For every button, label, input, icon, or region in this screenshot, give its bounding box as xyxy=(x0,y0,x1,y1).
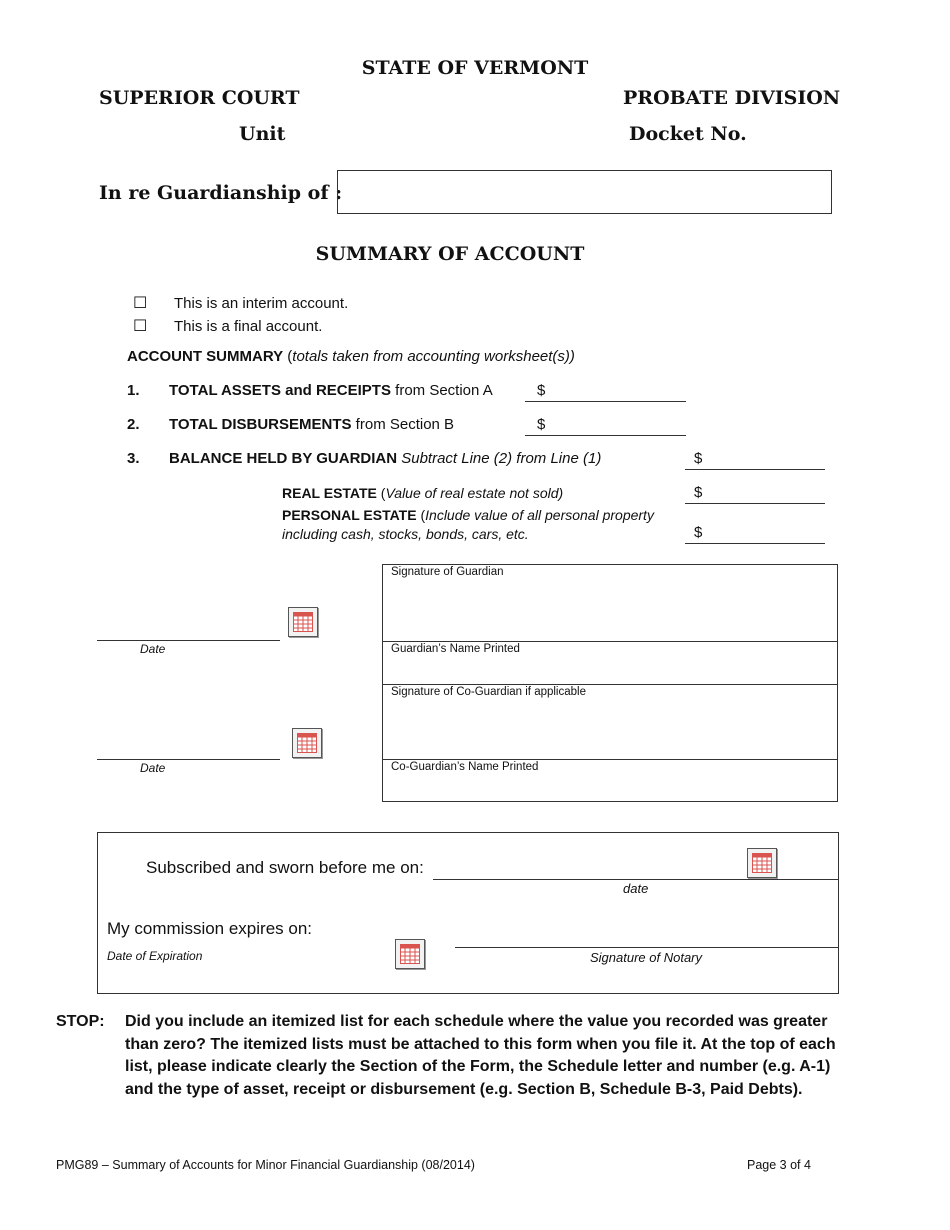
court-name: SUPERIOR COURT xyxy=(99,87,300,109)
line3-label: BALANCE HELD BY GUARDIAN Subtract Line (2) from Line (1) xyxy=(169,450,602,467)
expiration-caption: Date of Expiration xyxy=(107,949,203,963)
coguardian-signature-field[interactable] xyxy=(383,685,837,760)
notary-signature-field[interactable] xyxy=(455,927,839,948)
line2-amount-field[interactable] xyxy=(525,416,686,436)
guardian-signature-label: Signature of Guardian xyxy=(391,566,504,578)
account-summary-heading: ACCOUNT SUMMARY (totals taken from accounting worksheet(s)) xyxy=(127,348,575,365)
personal-estate-label-cont: including cash, stocks, bonds, cars, etc. xyxy=(282,526,529,542)
interim-label: This is an interim account. xyxy=(174,295,349,312)
stop-label: STOP: xyxy=(56,1013,105,1030)
line1-amount-field[interactable] xyxy=(525,382,686,402)
line1-currency: $ xyxy=(537,382,546,399)
line2-number: 2. xyxy=(127,416,140,433)
stop-text: Did you include an itemized list for each schedule where the value you recorded was greater than zero? The itemized lists must be attached to this form when you file it. At the top of each list, please indicate clearly the Section of the Form, the Schedule letter and number (e.g. A-1) and the type of asset, receipt or disbursement (e.g. Section B, Schedule B-3, Paid Debts). xyxy=(125,1013,836,1098)
personal-estate-amount-field[interactable] xyxy=(685,524,825,544)
calendar-icon[interactable] xyxy=(292,728,322,758)
real-estate-amount-field[interactable] xyxy=(685,484,825,504)
line3-number: 3. xyxy=(127,450,140,467)
line1-label: TOTAL ASSETS and RECEIPTS from Section A xyxy=(169,382,493,399)
calendar-icon[interactable] xyxy=(395,939,425,969)
state-title: STATE OF VERMONT xyxy=(361,57,589,79)
real-estate-label: REAL ESTATE (Value of real estate not sold) xyxy=(282,485,564,501)
line3-currency: $ xyxy=(694,450,703,467)
form-title: SUMMARY OF ACCOUNT xyxy=(315,243,585,265)
coguardian-signature-label: Signature of Co-Guardian if applicable xyxy=(391,686,586,698)
in-re-label: In re Guardianship of : xyxy=(99,182,343,204)
guardianship-name-field[interactable] xyxy=(337,170,832,214)
interim-checkbox[interactable]: ☐ xyxy=(133,295,148,312)
division-name: PROBATE DIVISION xyxy=(623,87,841,109)
guardian-date-label: Date xyxy=(140,642,166,656)
guardian-date-field[interactable] xyxy=(97,620,280,641)
sworn-label: Subscribed and sworn before me on: xyxy=(146,858,424,877)
coguardian-date-field[interactable] xyxy=(97,739,280,760)
coguardian-name-field[interactable] xyxy=(383,760,837,801)
guardian-signature-field[interactable] xyxy=(383,565,837,642)
notary-box xyxy=(97,832,839,994)
unit-label: Unit xyxy=(239,123,286,145)
line1-number: 1. xyxy=(127,382,140,399)
personal-estate-currency: $ xyxy=(694,524,703,541)
line3-amount-field[interactable] xyxy=(685,450,825,470)
real-estate-currency: $ xyxy=(694,484,703,501)
line2-label: TOTAL DISBURSEMENTS from Section B xyxy=(169,416,455,433)
sworn-date-caption: date xyxy=(623,881,649,896)
docket-label: Docket No. xyxy=(629,123,747,145)
signature-box xyxy=(382,564,838,802)
personal-estate-label: PERSONAL ESTATE (Include value of all personal property xyxy=(282,507,654,523)
guardian-name-label: Guardian’s Name Printed xyxy=(391,643,520,655)
commission-label: My commission expires on: xyxy=(107,919,313,938)
final-label: This is a final account. xyxy=(174,318,323,335)
calendar-icon[interactable] xyxy=(288,607,318,637)
final-checkbox[interactable]: ☐ xyxy=(133,318,148,335)
footer-form-id: PMG89 – Summary of Accounts for Minor Financial Guardianship (08/2014) xyxy=(56,1158,475,1172)
calendar-icon[interactable] xyxy=(747,848,777,878)
coguardian-date-label: Date xyxy=(140,761,166,775)
guardian-name-field[interactable] xyxy=(383,642,837,685)
notary-signature-caption: Signature of Notary xyxy=(590,950,703,965)
coguardian-name-label: Co-Guardian’s Name Printed xyxy=(391,761,539,773)
line2-currency: $ xyxy=(537,416,546,433)
footer-page-number: Page 3 of 4 xyxy=(747,1158,811,1172)
sworn-date-field[interactable] xyxy=(433,859,839,880)
